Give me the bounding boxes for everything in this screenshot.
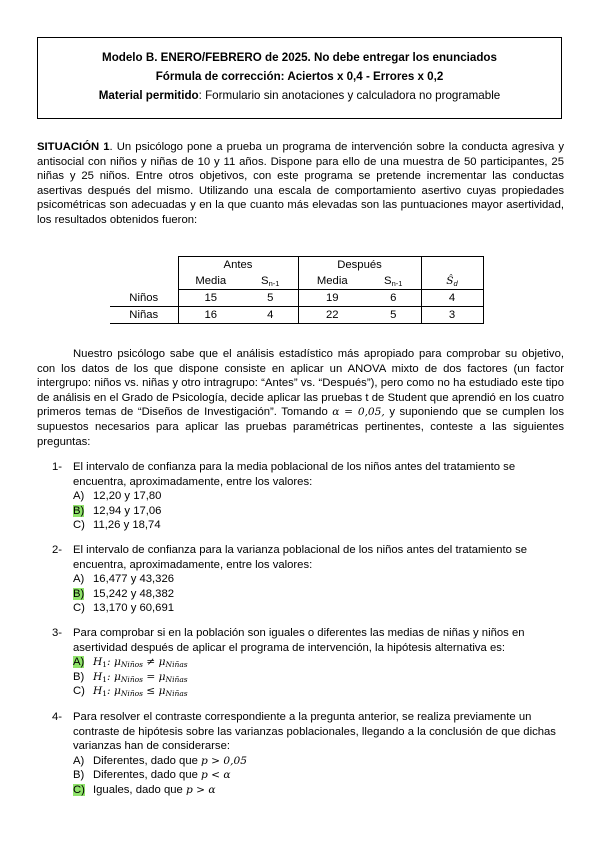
question-2: 2- El intervalo de confianza para la varianza poblacional de los niños antes del tratamiento se encuentra, aproximadamente, entre los valores: A) 16,477 y 43,326 B) 15,242 y 48,382 C) 13,170 y 60,691 xyxy=(52,543,564,616)
col-header-s-before: $S_{n-1}$ xyxy=(243,273,298,290)
col-header-media-after: Media xyxy=(298,273,366,290)
situation-paragraph xyxy=(37,140,564,228)
situation-label: SITUACIÓN 1 xyxy=(37,141,110,153)
option-b[interactable]: B) $H_1$: $\mu_{Niños} = \mu_{Niñas}$ xyxy=(73,670,188,684)
option-b-marked[interactable]: B) 15,242 y 48,382 xyxy=(73,587,175,600)
question-4: 4- Para resolver el contraste correspondiente a la pregunta anterior, se realiza previamente un contraste de hipótesis sobre las varianzas poblacionales, llegando a la conclusión de que dichas varianzas han de considerarse: A) Diferentes, dado que p > 0,05 B) Diferentes, dado que p < α C) Iguales, dado que p > α xyxy=(52,710,564,798)
header-line1: Modelo B. ENERO/FEBRERO de 2025. No debe entregar los enunciados xyxy=(102,51,497,64)
option-a-marked[interactable]: A) $H_1$: $\mu_{Niños} \ne \mu_{Niñas}$ xyxy=(73,656,188,670)
table-row: Niñas 16 4 22 5 3 xyxy=(110,307,483,324)
col-header-sd: $Ŝ_d$ xyxy=(421,273,483,290)
col-header-media-before: Media xyxy=(178,273,243,290)
question-text: Para comprobar si en la población son iguales o diferentes las medias de niñas y niños en asertividad después de aplicar el programa de intervención, la hipótesis alternativa es: xyxy=(73,627,525,654)
option-c[interactable]: C) 13,170 y 60,691 xyxy=(73,602,175,615)
alpha-value: α = 0,05, xyxy=(332,406,385,419)
header-line2: Fórmula de corrección: Aciertos x 0,4 - Errores x 0,2 xyxy=(155,70,444,83)
option-c[interactable]: C) $H_1$: $\mu_{Niños} \le \mu_{Niñas}$ xyxy=(73,685,188,699)
option-c-marked[interactable]: C) Iguales, dado que p > α xyxy=(73,783,216,796)
situation-text: . Un psicólogo pone a prueba un programa de intervención sobre la conducta agresiva y antisocial con niños y niñas de 10 y 11 años. Dispone para ello de una muestra de 50 participantes, 25 niñas y 25 niños. Entre otros objetivos, con este programa se pretende incrementar las conductas asertivas después del mismo. Utilizando una escala de comportamiento asertivo cuyas propiedades psicométricas son adecuadas y en la que cuanto más elevadas son las puntuaciones mayor asertividad, los resultados obtenidos fueron: xyxy=(37,141,565,226)
group-before-header: Antes xyxy=(178,257,298,274)
question-text: Para resolver el contraste correspondiente a la pregunta anterior, se realiza previamente un contraste de hipótesis sobre las varianzas poblacionales, llegando a la conclusión de que dichas varianzas han de considerarse: xyxy=(73,711,556,753)
intro-paragraph: Nuestro psicólogo sabe que el análisis estadístico más apropiado para comprobar su objetivo, con los datos de los que dispone consiste en aplicar un ANOVA mixto de dos factores (un factor intergrupo: niños vs. niñas y otro intragrupo: “Antes” vs. “Después”), pero como no ha estudiado este tipo de análisis en el Grado de Psicología, decide aplicar las pruebas t de Student que aprendió en los cuatro primeros temas de “Diseños de Investigación”. Tomando α = 0,05, y suponiendo que se cumplen los supuestos necesarios para aplicar las pruebas paramétricas pertinentes, conteste a las siguientes preguntas: xyxy=(37,348,564,448)
option-a[interactable]: A) Diferentes, dado que p > 0,05 xyxy=(73,754,248,767)
exam-header-box xyxy=(37,37,562,119)
question-1: 1- El intervalo de confianza para la media poblacional de los niños antes del tratamiento se encuentra, aproximadamente, entre los valores: A) 12,20 y 17,80 B) 12,94 y 17,06 C) 11,26 y 18,74 xyxy=(52,460,564,533)
table-row: Niños 15 5 19 6 4 xyxy=(110,290,483,307)
group-after-header: Después xyxy=(298,257,421,274)
question-text: El intervalo de confianza para la media poblacional de los niños antes del tratamiento se encuentra, aproximadamente, entre los valores: xyxy=(73,461,516,488)
option-c[interactable]: C) 11,26 y 18,74 xyxy=(73,519,161,532)
option-a[interactable]: A) 16,477 y 43,326 xyxy=(73,573,175,586)
option-b-marked[interactable]: B) 12,94 y 17,06 xyxy=(73,504,162,517)
col-header-s-after: $S_{n-1}$ xyxy=(366,273,421,290)
option-b[interactable]: B) Diferentes, dado que p < α xyxy=(73,769,231,782)
question-text: El intervalo de confianza para la varianza poblacional de los niños antes del tratamiento se encuentra, aproximadamente, entre los valores: xyxy=(73,544,528,571)
results-table xyxy=(110,256,484,324)
header-line3: Material permitido: Formulario sin anotaciones y calculadora no programable xyxy=(98,89,501,102)
question-3: 3- Para comprobar si en la población son iguales o diferentes las medias de niñas y niños en asertividad después de aplicar el programa de intervención, la hipótesis alternativa es: A) $H_1$: $\mu_{Niños} \ne \mu_{Niñas}$ B) $H_1$: $\mu_{Niños} = \mu_{Niñas}$ C) $H_1$: $\mu_{Niños} \le \mu_{Niñas}$ xyxy=(52,626,564,699)
option-a[interactable]: A) 12,20 y 17,80 xyxy=(73,490,162,503)
